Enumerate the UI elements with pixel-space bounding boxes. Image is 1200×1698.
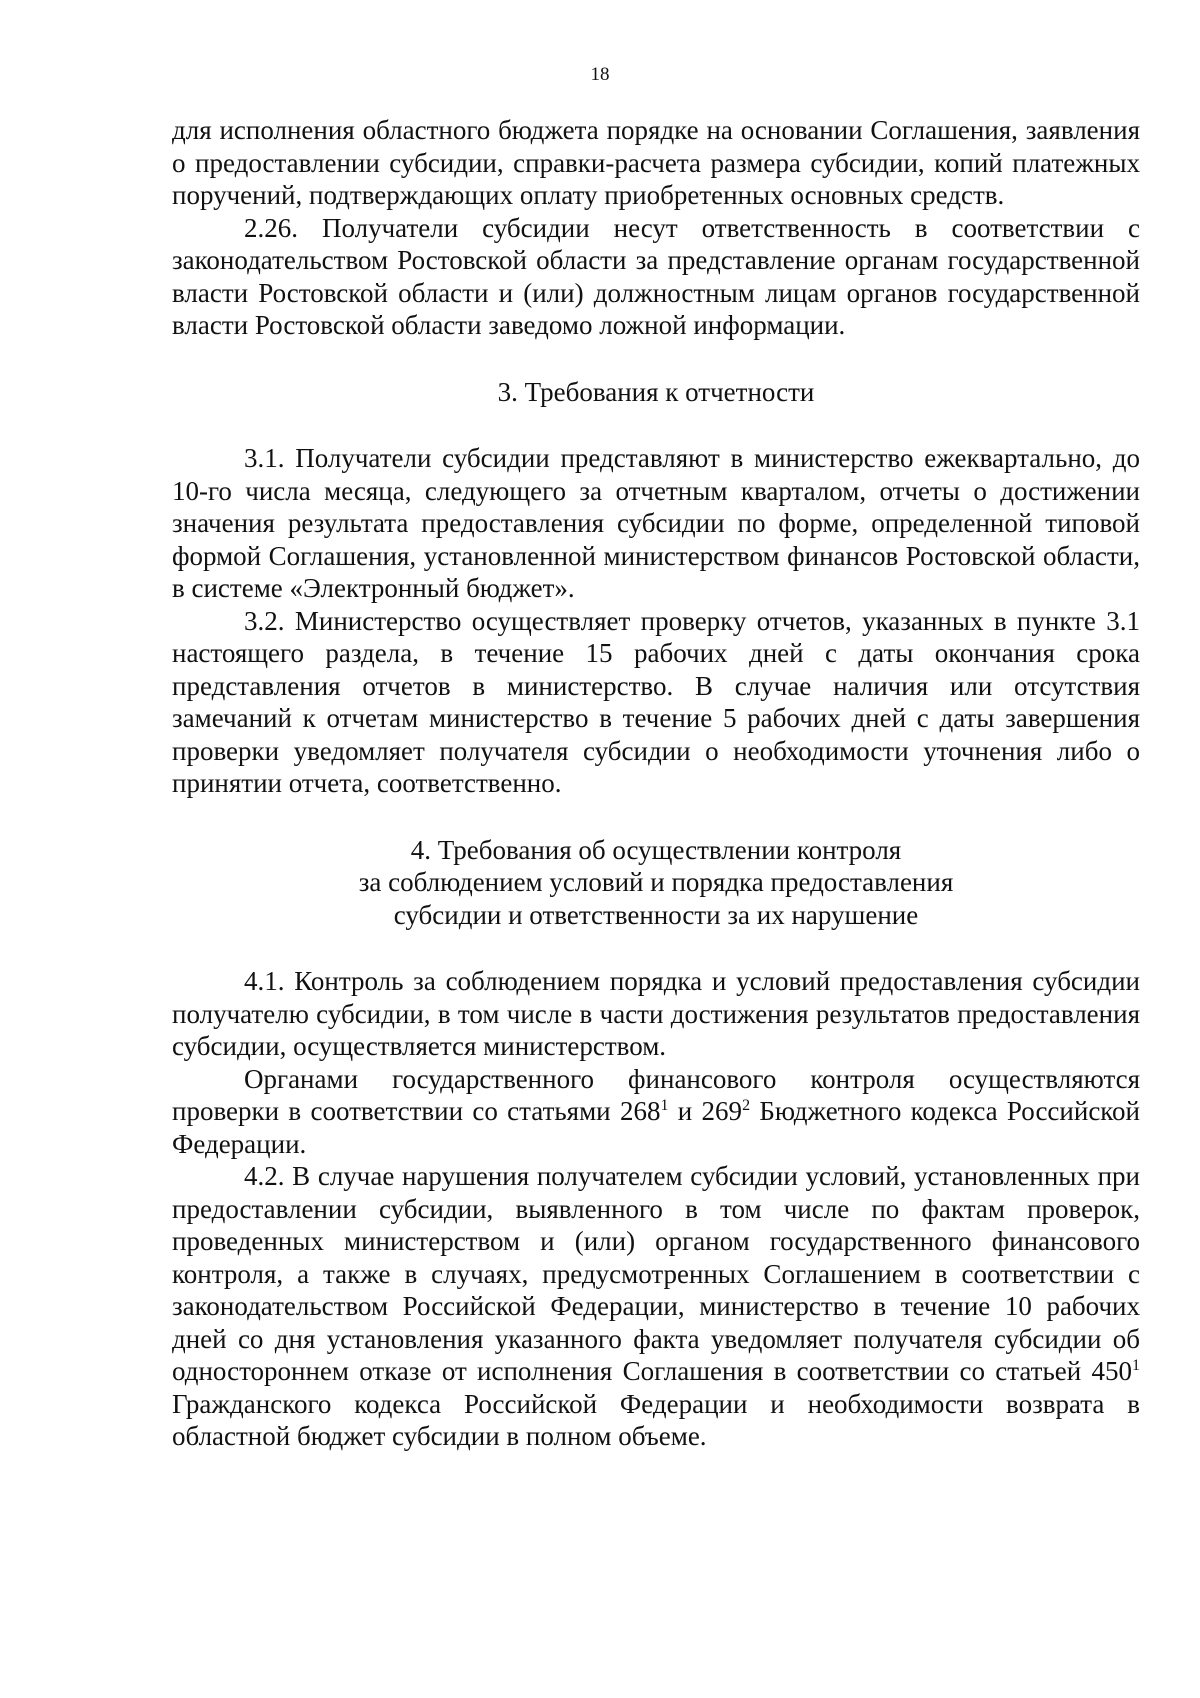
paragraph-4-2-text-2: Гражданского кодекса Российской Федерации и необходимости возврата в областной бюджет субсидии в полном объеме. — [172, 1388, 1140, 1451]
section-heading-4-line-3: субсидии и ответственности за их нарушение — [393, 899, 919, 930]
article-269-superscript: 2 — [742, 1097, 751, 1114]
paragraph-financial-control-text-1: Органами государственного финансового контроля осуществляются проверки в соответствии со статьями 268 — [172, 1063, 1140, 1126]
paragraph-4-2 — [172, 1160, 1140, 1453]
paragraph-financial-control-text-3: Бюджетного кодекса Российской Федерации. — [172, 1096, 1140, 1159]
document-body — [172, 114, 1140, 1453]
article-450-superscript: 1 — [1132, 1357, 1140, 1374]
paragraph-3-1: 3.1. Получатели субсидии представляют в министерство ежеквартально, до 10-го числа месяца, следующего за отчетным кварталом, отчеты о достижении значения результата предоставления субсидии по форме, определенной типовой формой Соглашения, установленной министерством финансов Ростовской области, в системе «Электронный бюджет». — [172, 443, 1140, 603]
section-heading-4-line-2: за соблюдением условий и порядка предоставления — [358, 867, 954, 897]
paragraph-4-1: 4.1. Контроль за соблюдением порядка и условий предоставления субсидии получателю субсидии, в том числе в части достижения результатов предоставления субсидии, осуществляется министерством. — [172, 966, 1140, 1061]
paragraph-2-26: 2.26. Получатели субсидии несут ответственность в соответствии с законодательством Ростовской области за представление органам государственной власти Ростовской области и (или) должностным лицам органов государственной власти Ростовской области заведомо ложной информации. — [172, 212, 1140, 340]
paragraph-4-2-text-1: 4.2. В случае нарушения получателем субсидии условий, установленных при предоставлении субсидии, выявленного в том числе по фактам проверок, проведенных министерством и (или) органом государственного финансового контроля, а также в случаях, предусмотренных Соглашением в соответствии с законодательством Российской Федерации, министерство в течение 10 рабочих дней со дня установления указанного факта уведомляет получателя субсидии об одностороннем отказе от исполнения Соглашения в соответствии со статьей 450 — [172, 1161, 1140, 1386]
paragraph-continuation: для исполнения областного бюджета порядке на основании Соглашения, заявления о предоставлении субсидии, справки-расчета размера субсидии, копий платежных поручений, подтверждающих оплату приобретенных основных средств. — [172, 115, 1140, 210]
paragraph-financial-control-text-2: и 269 — [668, 1096, 743, 1126]
article-268-superscript: 1 — [660, 1097, 669, 1114]
page-number: 18 — [590, 64, 610, 85]
section-heading-3: 3. Требования к отчетности — [497, 376, 815, 407]
paragraph-3-2: 3.2. Министерство осуществляет проверку отчетов, указанных в пункте 3.1 настоящего раздела, в течение 15 рабочих дней с даты окончания срока представления отчетов в министерство. В случае наличия или отсутствия замечаний к отчетам министерство в течение 5 рабочих дней с даты завершения проверки уведомляет получателя субсидии о необходимости уточнения либо о принятии отчета, соответственно. — [172, 605, 1140, 798]
section-heading-4-line-1: 4. Требования об осуществлении контроля — [410, 834, 902, 865]
section-heading-4 — [172, 834, 1140, 932]
paragraph-financial-control — [172, 1063, 1140, 1161]
